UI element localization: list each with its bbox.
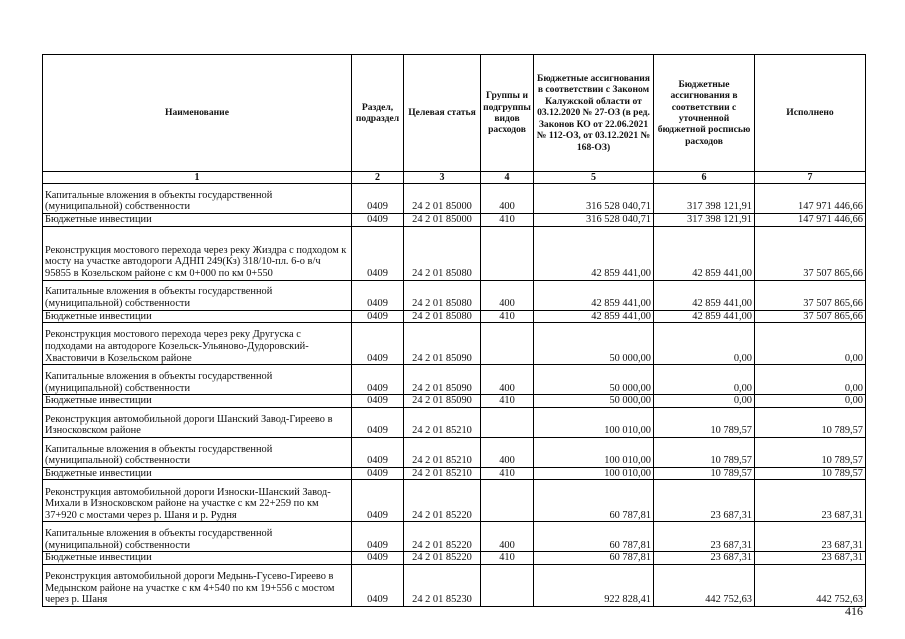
row-budget-law-cell: 50 000,00 <box>534 395 654 408</box>
row-executed-cell: 0,00 <box>755 365 866 395</box>
row-budget-refined-cell: 10 789,57 <box>654 407 755 437</box>
row-group-cell <box>481 564 534 606</box>
row-budget-refined-cell: 10 789,57 <box>654 437 755 467</box>
row-target-cell: 24 2 01 85080 <box>404 280 481 310</box>
row-section-cell: 0409 <box>352 480 404 522</box>
row-executed-cell: 23 687,31 <box>755 480 866 522</box>
row-group-cell: 400 <box>481 522 534 552</box>
table-body <box>43 184 866 607</box>
row-name-cell: Реконструкция мостового перехода через реку Жиздра с подходом к мосту на участке автодороги АДНП 249(Кз) 318/10-пл. 6-о в/ч 95855 в Козельском районе с км 0+000 по км 0+550 <box>43 226 352 280</box>
table-row <box>43 407 866 437</box>
row-target-cell: 24 2 01 85090 <box>404 365 481 395</box>
row-executed-cell: 147 971 446,66 <box>755 214 866 227</box>
row-target-cell: 24 2 01 85000 <box>404 184 481 214</box>
column-number: 4 <box>481 172 534 184</box>
row-budget-law-cell: 100 010,00 <box>534 407 654 437</box>
row-executed-cell: 10 789,57 <box>755 467 866 480</box>
table-row <box>43 437 866 467</box>
header-name: Наименование <box>43 55 352 172</box>
row-section-cell: 0409 <box>352 365 404 395</box>
row-section-cell: 0409 <box>352 280 404 310</box>
header-target: Целевая статья <box>404 55 481 172</box>
row-group-cell: 400 <box>481 365 534 395</box>
column-number: 1 <box>43 172 352 184</box>
row-name-cell: Капитальные вложения в объекты государственной (муниципальной) собственности <box>43 437 352 467</box>
row-name-cell: Капитальные вложения в объекты государственной (муниципальной) собственности <box>43 365 352 395</box>
row-budget-refined-cell: 0,00 <box>654 395 755 408</box>
row-budget-refined-cell: 42 859 441,00 <box>654 226 755 280</box>
row-group-cell: 400 <box>481 437 534 467</box>
row-budget-refined-cell: 23 687,31 <box>654 522 755 552</box>
row-name-cell: Капитальные вложения в объекты государственной (муниципальной) собственности <box>43 280 352 310</box>
row-name-cell: Капитальные вложения в объекты государственной (муниципальной) собственности <box>43 522 352 552</box>
header-executed: Исполнено <box>755 55 866 172</box>
table-row <box>43 214 866 227</box>
page-number: 416 <box>845 604 863 618</box>
row-budget-law-cell: 100 010,00 <box>534 437 654 467</box>
row-target-cell: 24 2 01 85210 <box>404 467 481 480</box>
row-executed-cell: 37 507 865,66 <box>755 310 866 323</box>
row-target-cell: 24 2 01 85210 <box>404 407 481 437</box>
row-section-cell: 0409 <box>352 467 404 480</box>
row-executed-cell: 23 687,31 <box>755 552 866 565</box>
row-budget-refined-cell: 442 752,63 <box>654 564 755 606</box>
row-budget-law-cell: 60 787,81 <box>534 522 654 552</box>
row-section-cell: 0409 <box>352 310 404 323</box>
row-executed-cell: 10 789,57 <box>755 437 866 467</box>
row-budget-law-cell: 42 859 441,00 <box>534 280 654 310</box>
row-target-cell: 24 2 01 85090 <box>404 323 481 365</box>
table-row <box>43 226 866 280</box>
row-name-cell: Бюджетные инвестиции <box>43 395 352 408</box>
column-number: 5 <box>534 172 654 184</box>
row-executed-cell: 23 687,31 <box>755 522 866 552</box>
row-budget-refined-cell: 42 859 441,00 <box>654 280 755 310</box>
table-row <box>43 365 866 395</box>
row-target-cell: 24 2 01 85220 <box>404 522 481 552</box>
table-row <box>43 480 866 522</box>
row-section-cell: 0409 <box>352 552 404 565</box>
row-budget-law-cell: 60 787,81 <box>534 480 654 522</box>
row-budget-law-cell: 50 000,00 <box>534 323 654 365</box>
row-target-cell: 24 2 01 85090 <box>404 395 481 408</box>
row-executed-cell: 442 752,63 <box>755 564 866 606</box>
column-number-row <box>43 172 866 184</box>
row-name-cell: Капитальные вложения в объекты государственной (муниципальной) собственности <box>43 184 352 214</box>
row-section-cell: 0409 <box>352 564 404 606</box>
column-number: 7 <box>755 172 866 184</box>
row-name-cell: Реконструкция автомобильной дороги Шанский Завод-Гиреево в Износковском районе <box>43 407 352 437</box>
row-executed-cell: 10 789,57 <box>755 407 866 437</box>
row-name-cell: Бюджетные инвестиции <box>43 467 352 480</box>
column-number: 6 <box>654 172 755 184</box>
row-budget-refined-cell: 10 789,57 <box>654 467 755 480</box>
table-header-row <box>43 55 866 172</box>
budget-table <box>42 54 866 607</box>
row-section-cell: 0409 <box>352 407 404 437</box>
row-target-cell: 24 2 01 85220 <box>404 480 481 522</box>
row-section-cell: 0409 <box>352 184 404 214</box>
row-budget-law-cell: 42 859 441,00 <box>534 310 654 323</box>
table-row <box>43 564 866 606</box>
table-row <box>43 552 866 565</box>
row-budget-refined-cell: 317 398 121,91 <box>654 214 755 227</box>
row-executed-cell: 147 971 446,66 <box>755 184 866 214</box>
row-section-cell: 0409 <box>352 522 404 552</box>
row-executed-cell: 37 507 865,66 <box>755 226 866 280</box>
header-budget-refined: Бюджетные ассигнования в соответствии с уточненной бюджетной росписью расходов <box>654 55 755 172</box>
row-executed-cell: 0,00 <box>755 323 866 365</box>
row-group-cell: 410 <box>481 552 534 565</box>
row-budget-refined-cell: 42 859 441,00 <box>654 310 755 323</box>
header-groups: Группы и подгруппы видов расходов <box>481 55 534 172</box>
row-budget-law-cell: 316 528 040,71 <box>534 214 654 227</box>
table-row <box>43 310 866 323</box>
row-group-cell: 410 <box>481 395 534 408</box>
row-name-cell: Бюджетные инвестиции <box>43 552 352 565</box>
row-target-cell: 24 2 01 85080 <box>404 226 481 280</box>
row-budget-law-cell: 922 828,41 <box>534 564 654 606</box>
row-budget-law-cell: 100 010,00 <box>534 467 654 480</box>
row-name-cell: Бюджетные инвестиции <box>43 214 352 227</box>
row-target-cell: 24 2 01 85080 <box>404 310 481 323</box>
row-name-cell: Бюджетные инвестиции <box>43 310 352 323</box>
row-target-cell: 24 2 01 85210 <box>404 437 481 467</box>
column-number: 2 <box>352 172 404 184</box>
row-name-cell: Реконструкция автомобильной дороги Медынь-Гусево-Гиреево в Медынском районе на участке с км 4+540 по км 19+556 с мостом через р. Шаня <box>43 564 352 606</box>
row-section-cell: 0409 <box>352 437 404 467</box>
row-section-cell: 0409 <box>352 214 404 227</box>
row-section-cell: 0409 <box>352 323 404 365</box>
row-executed-cell: 37 507 865,66 <box>755 280 866 310</box>
row-group-cell <box>481 323 534 365</box>
table-row <box>43 323 866 365</box>
row-budget-law-cell: 316 528 040,71 <box>534 184 654 214</box>
row-group-cell: 410 <box>481 310 534 323</box>
header-budget-law: Бюджетные ассигнования в соответствии с Законом Калужской области от 03.12.2020 № 27-ОЗ (в ред. Законов КО от 22.06.2021 № 112-ОЗ, от 03.12.2021 № 168-ОЗ) <box>534 55 654 172</box>
row-name-cell: Реконструкция мостового перехода через реку Другуска с подходами на автодороге Козельск-Ульяново-Дудоровский-Хвастовичи в Козельском районе <box>43 323 352 365</box>
row-group-cell: 410 <box>481 214 534 227</box>
row-group-cell: 410 <box>481 467 534 480</box>
row-group-cell: 400 <box>481 184 534 214</box>
row-group-cell <box>481 407 534 437</box>
row-target-cell: 24 2 01 85220 <box>404 552 481 565</box>
row-group-cell <box>481 226 534 280</box>
row-budget-refined-cell: 0,00 <box>654 323 755 365</box>
row-name-cell: Реконструкция автомобильной дороги Износки-Шанский Завод-Михали в Износковском районе на участке с км 22+259 по км 37+920 с мостами через р. Шаня и р. Рудня <box>43 480 352 522</box>
table-row <box>43 467 866 480</box>
row-budget-refined-cell: 23 687,31 <box>654 552 755 565</box>
row-section-cell: 0409 <box>352 395 404 408</box>
table-row <box>43 395 866 408</box>
table-row <box>43 522 866 552</box>
row-section-cell: 0409 <box>352 226 404 280</box>
budget-table-sheet <box>42 54 866 607</box>
table-row <box>43 184 866 214</box>
row-target-cell: 24 2 01 85230 <box>404 564 481 606</box>
row-budget-refined-cell: 317 398 121,91 <box>654 184 755 214</box>
row-target-cell: 24 2 01 85000 <box>404 214 481 227</box>
row-executed-cell: 0,00 <box>755 395 866 408</box>
column-number: 3 <box>404 172 481 184</box>
row-budget-law-cell: 42 859 441,00 <box>534 226 654 280</box>
table-row <box>43 280 866 310</box>
row-budget-law-cell: 60 787,81 <box>534 552 654 565</box>
row-group-cell <box>481 480 534 522</box>
row-budget-law-cell: 50 000,00 <box>534 365 654 395</box>
row-budget-refined-cell: 0,00 <box>654 365 755 395</box>
row-budget-refined-cell: 23 687,31 <box>654 480 755 522</box>
row-group-cell: 400 <box>481 280 534 310</box>
header-section: Раздел, подраздел <box>352 55 404 172</box>
